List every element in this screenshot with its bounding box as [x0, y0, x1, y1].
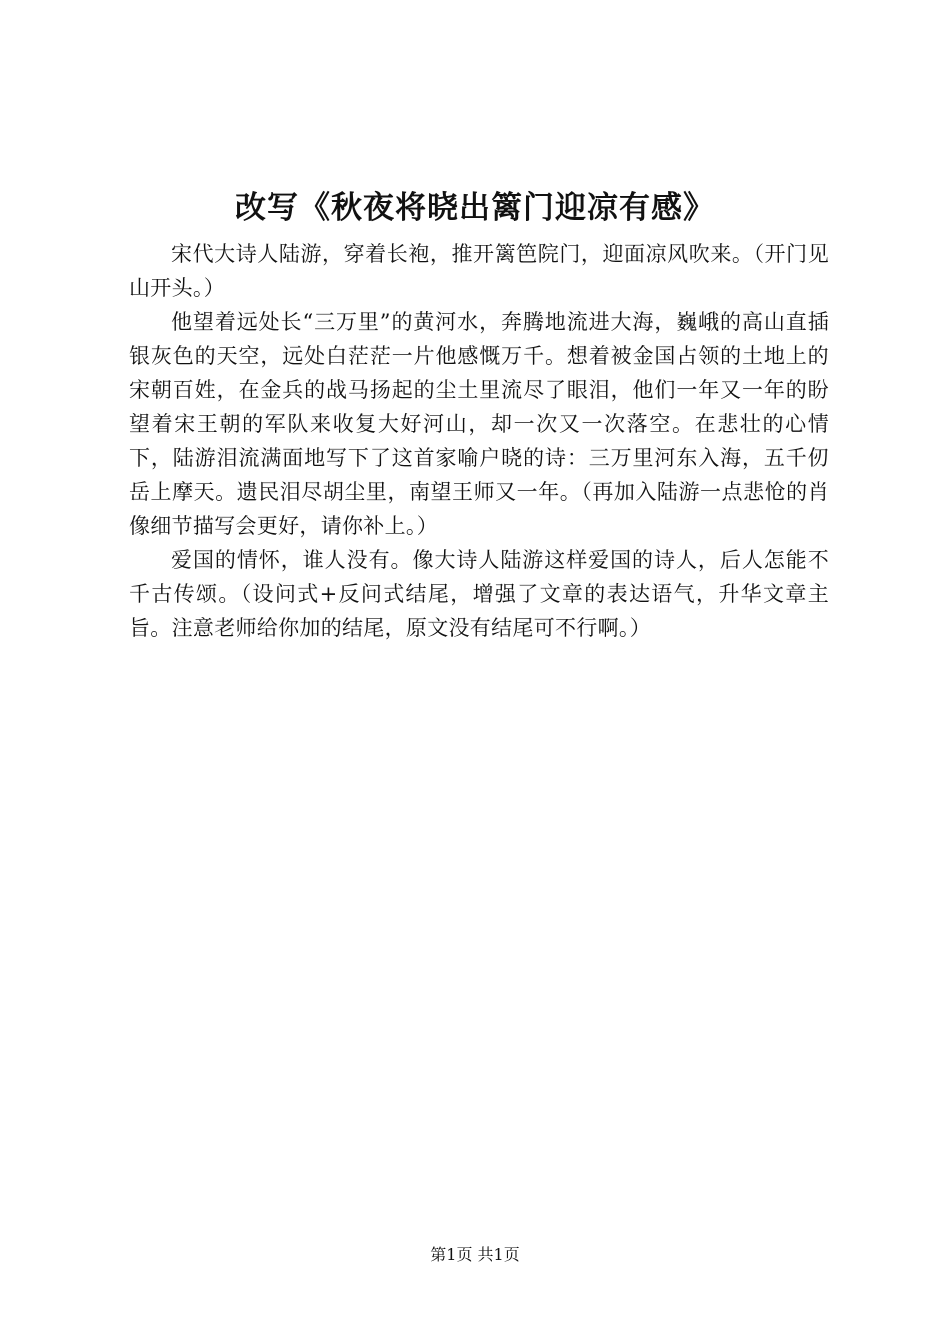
paragraph-1: 宋代大诗人陆游，穿着长袍，推开篱笆院门，迎面凉风吹来。（开门见山开头。） [129, 242, 829, 300]
paragraph-3: 爱国的情怀，谁人没有。像大诗人陆游这样爱国的诗人，后人怎能不千古传颂。（设问式+反问式结尾，增强了文章的表达语气，升华文章主旨。注意老师给你加的结尾，原文没有结尾可不行啊。） [129, 548, 829, 640]
page-footer: 第1页 共1页 [430, 1245, 520, 1264]
document-body [129, 237, 829, 645]
paragraph-2: 他望着远处长“三万里”的黄河水，奔腾地流进大海，巍峨的高山直插银灰色的天空，远处白茫茫一片他感慨万千。想着被金国占领的土地上的宋朝百姓，在金兵的战马扬起的尘土里流尽了眼泪，他们一年又一年的盼望着宋王朝的军队来收复大好河山，却一次又一次落空。在悲壮的心情下，陆游泪流满面地写下了这首家喻户晓的诗：三万里河东入海，五千仞岳上摩天。遗民泪尽胡尘里，南望王师又一年。（再加入陆游一点悲怆的肖像细节描写会更好，请你补上。） [129, 310, 829, 538]
document-title: 改写《秋夜将晓出篱门迎凉有感》 [235, 190, 715, 226]
